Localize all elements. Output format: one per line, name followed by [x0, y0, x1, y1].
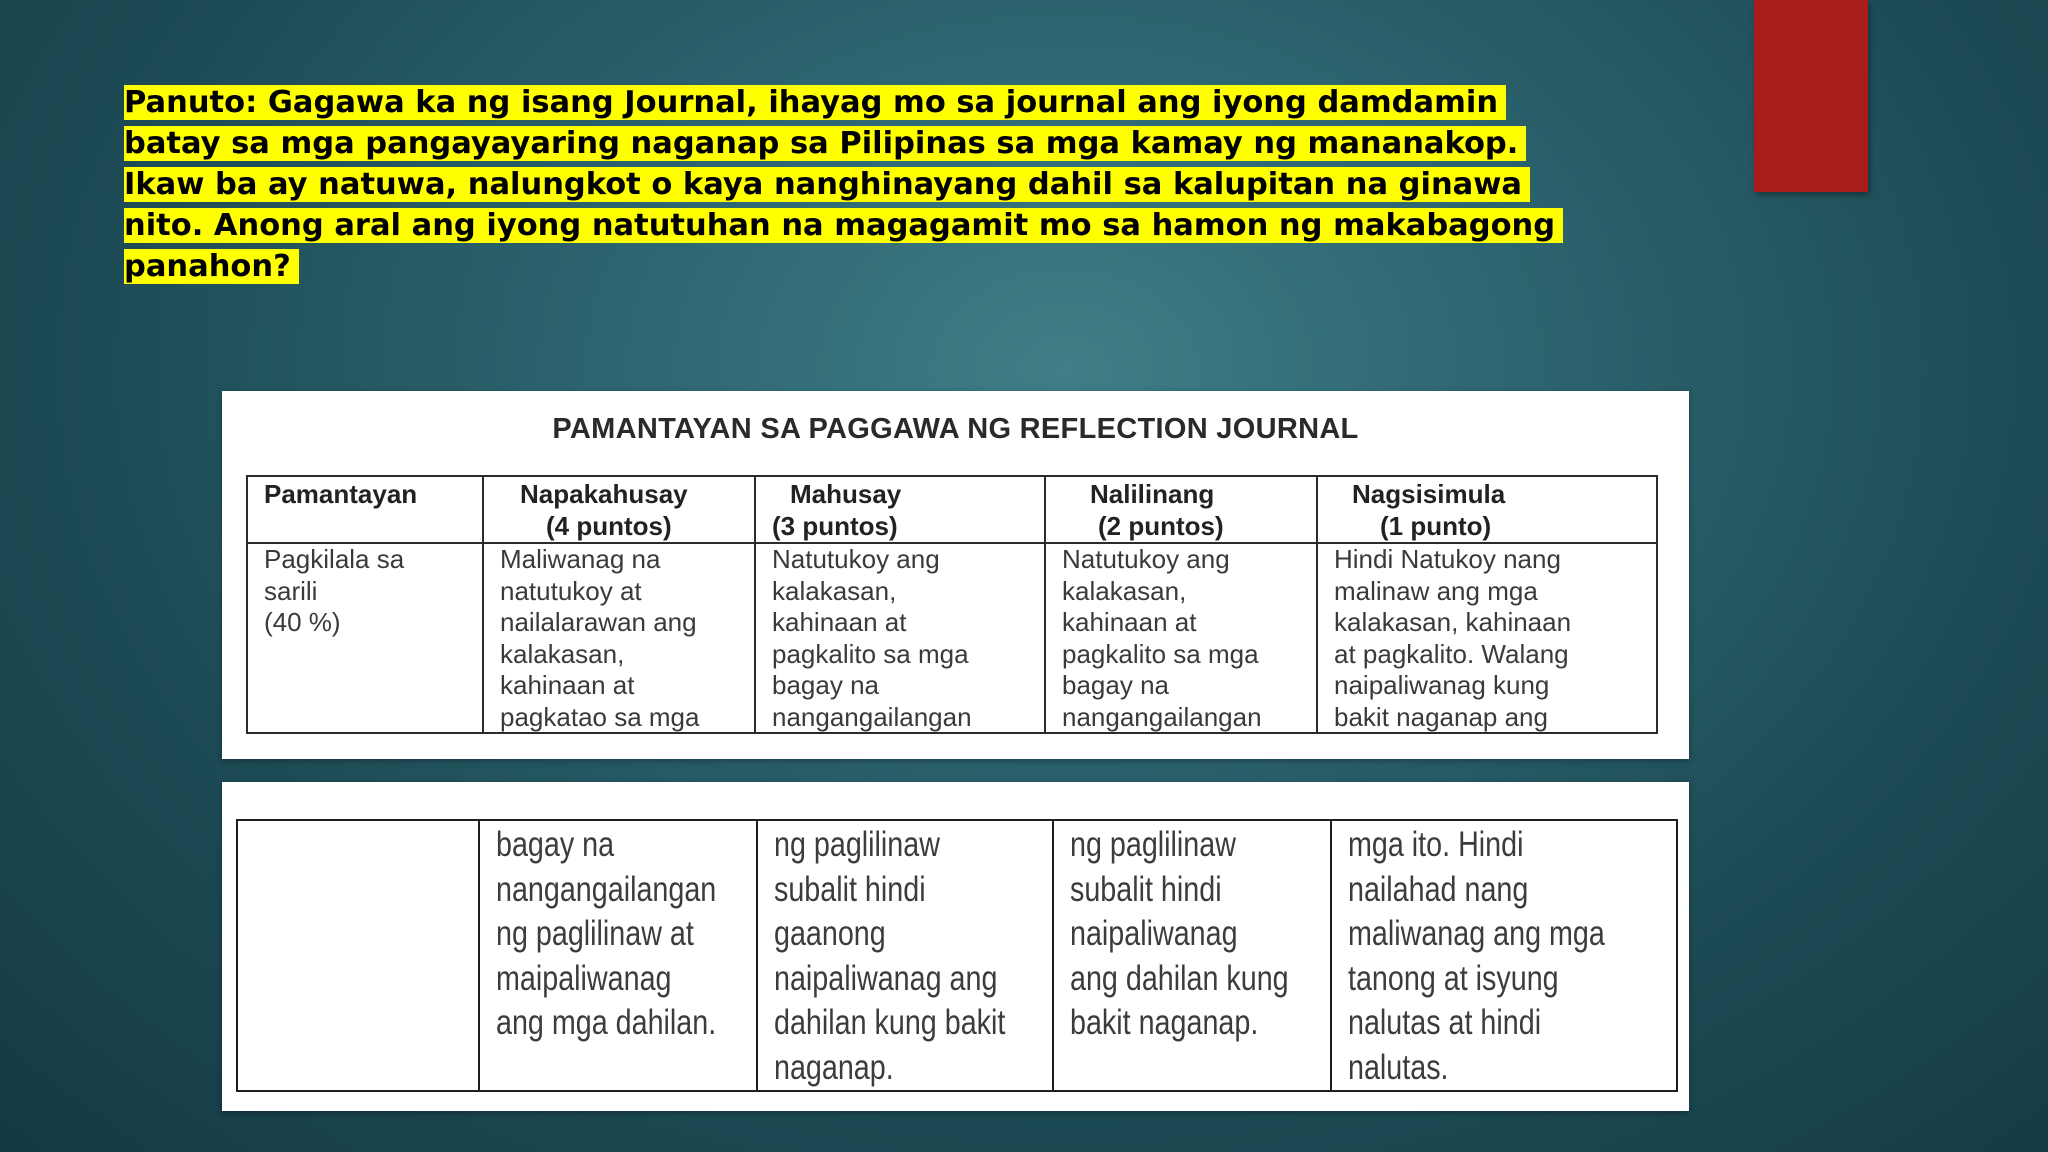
rubric-header-row: [247, 476, 1657, 543]
cell-nalilinang: Natutukoy ang kalakasan, kahinaan at pagkalito sa mga bagay na nangangailangan: [1045, 543, 1317, 733]
prompt-line-4: nito. Anong aral ang iyong natutuhan na magagamit mo sa hamon ng makabagong: [124, 208, 1563, 243]
rubric-title: PAMANTAYAN SA PAGGAWA NG REFLECTION JOURNAL: [552, 413, 1359, 445]
header-pamantayan: Pamantayan: [247, 476, 483, 543]
cont-cell-nagsisimula: mga ito. Hindi nailahad nang maliwanag ang mga tanong at isyung nalutas at hindi nalutas.: [1331, 820, 1677, 1091]
prompt-line-2: batay sa mga pangayayaring naganap sa Pilipinas sa mga kamay ng mananakop.: [124, 126, 1526, 161]
cont-cell-criterion: [237, 820, 479, 1091]
prompt-line-3: Ikaw ba ay natuwa, nalungkot o kaya nanghinayang dahil sa kalupitan na ginawa: [124, 167, 1530, 202]
rubric-image-continuation: [222, 782, 1689, 1111]
prompt-line-5: panahon?: [124, 249, 299, 284]
cont-cell-mahusay: ng paglilinaw subalit hindi gaanong naipaliwanag ang dahilan kung bakit naganap.: [757, 820, 1053, 1091]
rubric-image-top: [222, 391, 1689, 759]
cell-criterion: Pagkilala sa sarili (40 %): [247, 543, 483, 733]
instruction-prompt: [124, 82, 1684, 287]
header-napakahusay: Napakahusay (4 puntos): [483, 476, 755, 543]
header-mahusay: Mahusay (3 puntos): [755, 476, 1045, 543]
header-nalilinang: Nalilinang (2 puntos): [1045, 476, 1317, 543]
cell-nagsisimula: Hindi Natukoy nang malinaw ang mga kalakasan, kahinaan at pagkalito. Walang naipaliwanag kung bakit naganap ang: [1317, 543, 1657, 733]
rubric-table: [246, 475, 1658, 734]
cont-cell-napakahusay: bagay na nangangailangan ng paglilinaw at maipaliwanag ang mga dahilan.: [479, 820, 757, 1091]
continuation-table: [236, 819, 1678, 1092]
rubric-row-pagkilala: [247, 543, 1657, 733]
continuation-row: [237, 820, 1677, 1091]
cont-cell-nalilinang: ng paglilinaw subalit hindi naipaliwanag ang dahilan kung bakit naganap.: [1053, 820, 1331, 1091]
red-accent-bar: [1754, 0, 1868, 192]
cell-mahusay: Natutukoy ang kalakasan, kahinaan at pagkalito sa mga bagay na nangangailangan: [755, 543, 1045, 733]
header-nagsisimula: Nagsisimula (1 punto): [1317, 476, 1657, 543]
prompt-line-1: Panuto: Gagawa ka ng isang Journal, ihayag mo sa journal ang iyong damdamin: [124, 85, 1506, 120]
cell-napakahusay: Maliwanag na natutukoy at nailalarawan ang kalakasan, kahinaan at pagkatao sa mga: [483, 543, 755, 733]
